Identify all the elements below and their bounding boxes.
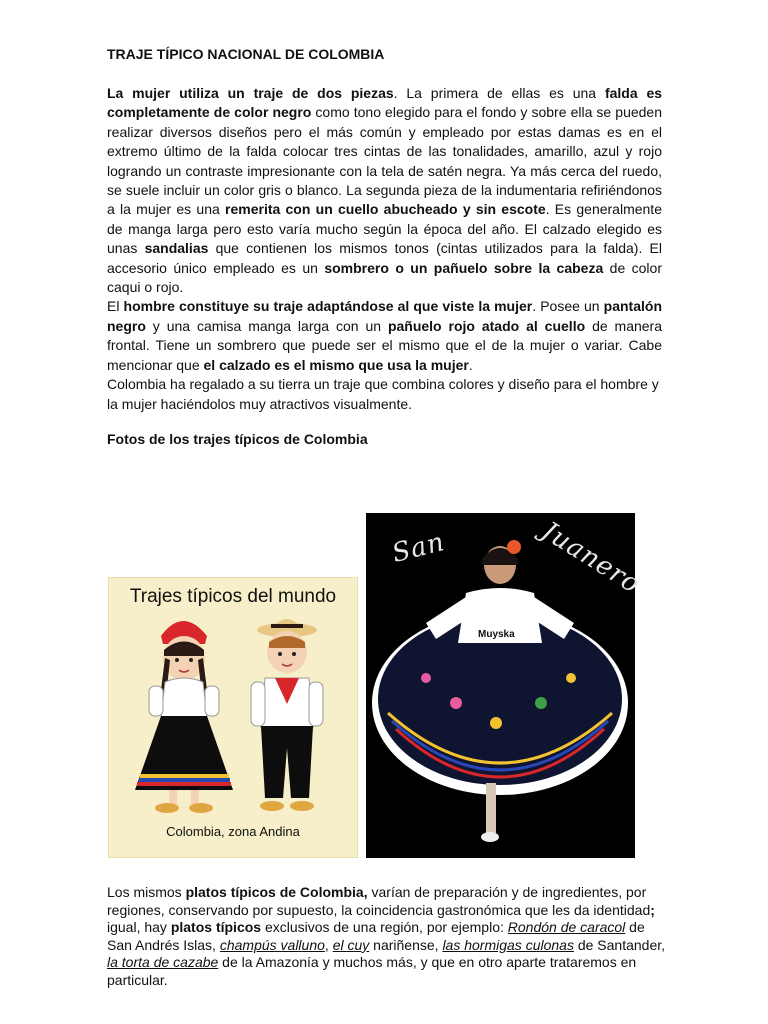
paragraph-conclusion: Colombia ha regalado a su tierra un traje que combina colores y diseño para el hombre y la mujer haciéndolos muy atractivos visualmente. — [107, 376, 659, 412]
dish-link[interactable]: el cuy — [332, 936, 370, 953]
text-run: de San Andrés Islas, — [107, 919, 645, 953]
paragraph-man-attire — [107, 297, 662, 375]
bold-phrase: sombrero o un pañuelo sobre la cabeza — [324, 259, 604, 276]
text-run: y una camisa manga larga con un — [145, 317, 388, 334]
dish-link[interactable]: las hormigas culonas — [442, 936, 574, 953]
illustration-title: Trajes típicos del mundo — [129, 586, 337, 607]
bold-phrase: La mujer utiliza un traje de dos piezas — [107, 85, 394, 101]
script-text-juanero: Juanero — [536, 516, 646, 600]
girl-figure — [135, 621, 233, 813]
text-run: de Santander, — [573, 936, 666, 953]
text-run: como tono elegido para el fondo y sobre ella se pueden realizar diversos diseños pero el más común y empleado por estas damas es en el extremo último de la falda colocar tres cintas de las tonalidades, amarillo, azul y rojo logrando un contraste impresionante con la tela de satén negra. Ya más cerca del ruedo, se suele incluir un color gris o blanco. La segunda pieza de la indumentaria refiriéndonos a la mujer es una — [107, 104, 662, 218]
text-run: igual, hay — [107, 919, 171, 936]
bold-phrase: hombre constituye su traje adaptándose al que viste la mujer — [123, 298, 533, 315]
text-run: . Posee un — [532, 298, 604, 315]
dish-link[interactable]: champús valluno — [219, 936, 325, 953]
illustration-caption: Colombia, zona Andina — [166, 824, 300, 839]
bold-phrase: pantalón negro — [107, 298, 663, 334]
bold-phrase: el calzado es el mismo que usa la mujer — [203, 356, 469, 373]
photo-san-juanero-dancer — [366, 513, 646, 858]
text-run: El — [107, 298, 124, 315]
body-text — [107, 84, 662, 414]
dish-link[interactable]: la torta de cazabe — [107, 954, 219, 971]
brand-label: Muyska — [478, 629, 515, 640]
text-run: de manera frontal. Tiene un sombrero que puede ser el mismo que el de la mujer o variar. Cabe mencionar que — [107, 317, 663, 373]
paragraph-typical-dishes — [107, 884, 667, 990]
text-run: exclusivos de una región, por ejemplo: — [261, 919, 508, 936]
text-run: , — [324, 936, 333, 953]
text-run: Los mismos — [107, 884, 186, 900]
text-run: que contienen los mismos tonos (cintas utilizados para la falda). El accesorio único empleado es un — [107, 240, 663, 276]
bold-phrase: ; — [650, 901, 655, 918]
bold-phrase: platos típicos — [170, 919, 262, 936]
illustration-andean-costumes — [108, 577, 358, 858]
dish-link[interactable]: Rondón de caracol — [507, 919, 626, 936]
cartoon-figures — [109, 578, 359, 859]
boy-figure — [251, 619, 323, 811]
bold-phrase: remerita con un cuello abucheado y sin escote — [225, 201, 546, 218]
script-text-san: San — [389, 527, 448, 569]
bold-phrase: platos típicos de Colombia, — [185, 884, 368, 900]
bold-phrase: pañuelo rojo atado al cuello — [387, 317, 586, 334]
text-run: . La primera de ellas es una — [393, 85, 605, 101]
paragraph-woman-attire — [107, 84, 662, 297]
text-run: de color caqui o rojo. — [107, 259, 662, 296]
document-title: TRAJE TÍPICO NACIONAL DE COLOMBIA — [107, 46, 385, 62]
text-run: . — [468, 356, 473, 373]
photos-heading: Fotos de los trajes típicos de Colombia — [107, 431, 368, 447]
text-run: varían de preparación y de ingredientes, por regiones, conservando por supuesto, la coincidencia gastronómica que les da identidad — [107, 884, 651, 918]
bold-phrase: falda es completamente de color negro — [107, 85, 663, 121]
text-run: nariñense, — [369, 936, 443, 953]
text-run: de la Amazonía y muchos más, y que en otro aparte trataremos en particular. — [107, 954, 637, 988]
bold-phrase: sandalias — [144, 240, 209, 257]
text-run: . Es generalmente de manga larga pero esto varía mucho según la época del año. El calzado elegido es unas — [107, 201, 662, 257]
